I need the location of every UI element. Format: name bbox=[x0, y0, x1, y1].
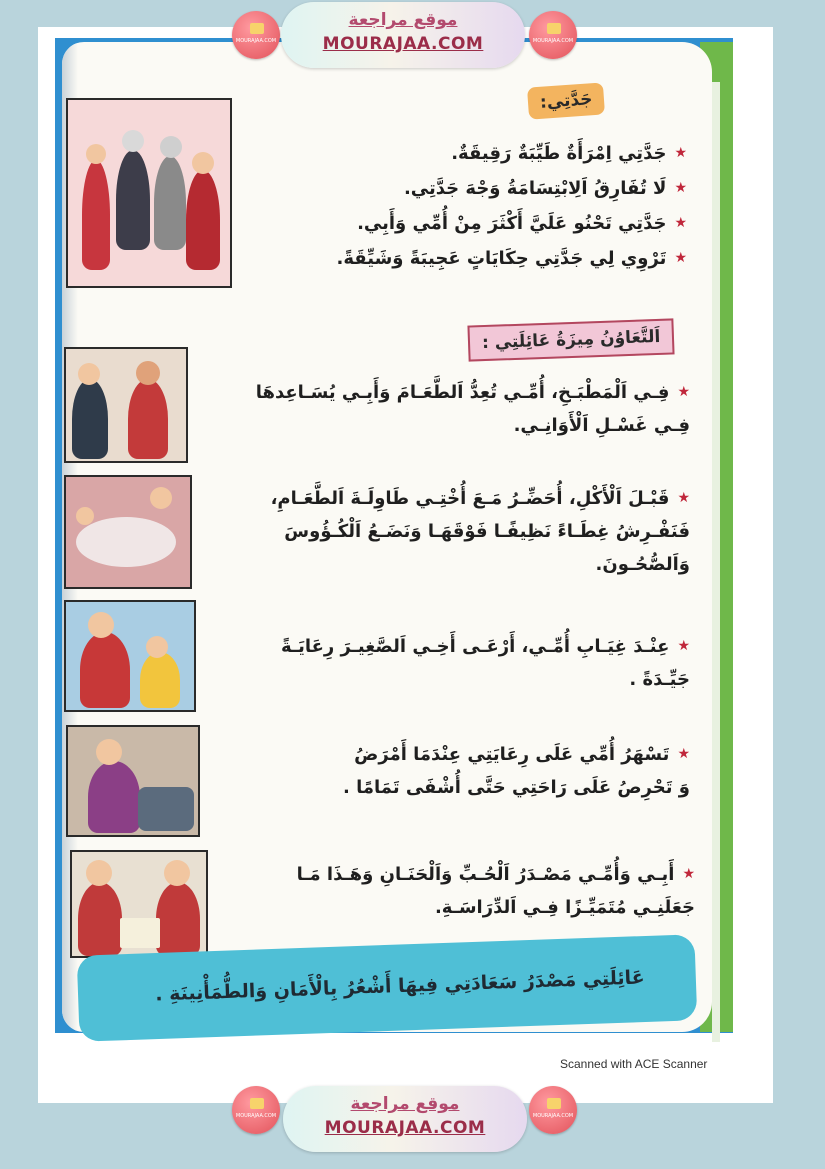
site-arabic-name: موقع مراجعة bbox=[348, 10, 458, 30]
site-domain: MOURAJAA.COM bbox=[324, 1118, 486, 1138]
site-logo-icon: MOURAJAA.COM bbox=[529, 1086, 577, 1134]
family-certificate-illustration bbox=[70, 850, 208, 958]
paragraph-parents bbox=[210, 858, 695, 924]
paragraph-line: جَعَلَنِـي مُتَمَيِّـزًا فِـي اَلدِّرَاسَـةِ. bbox=[434, 897, 695, 918]
paragraph-line: فَنَفْـرِشُ غِطَـاءً نَظِيفًـا فَوْقَهَـا وَنَضَـعُ اَلْكُـؤُوسَ bbox=[284, 521, 690, 542]
list-item: ★لَا تُفَارِقُ اَلِابْتِسَامَةُ وَجْهَ جَدَّتِي. bbox=[403, 178, 687, 199]
list-item: ★جَدَّتِي اِمْرَأَةٌ طَيِّبَةٌ رَقِيقَةٌ. bbox=[451, 143, 687, 164]
star-bullet-icon: ★ bbox=[674, 215, 687, 231]
paragraph-line: وَ تَحْرِصُ عَلَى رَاحَتِي حَتَّى أُشْفَى تَمَامًا . bbox=[342, 777, 690, 798]
star-bullet-icon: ★ bbox=[674, 250, 687, 266]
site-banner-bottom[interactable] bbox=[283, 1086, 527, 1152]
section-title-cooperation: اَلتَّعَاوُنُ مِيزَةُ عَائِلَتِي : bbox=[467, 318, 674, 361]
paragraph-line: جَيِّـدَةً . bbox=[629, 669, 690, 690]
site-logo-icon: MOURAJAA.COM bbox=[232, 1086, 280, 1134]
family-illustration bbox=[66, 98, 232, 288]
paragraph-sick bbox=[200, 738, 690, 804]
kitchen-illustration bbox=[64, 347, 188, 463]
scanner-watermark: Scanned with ACE Scanner bbox=[560, 1057, 708, 1071]
star-bullet-icon: ★ bbox=[674, 180, 687, 196]
site-domain: MOURAJAA.COM bbox=[322, 34, 484, 54]
conclusion-text: عَائِلَتِي مَصْدَرُ سَعَادَتِي فِيهَا أَشْعُرُ بِالْأَمَانِ وَالطُّمَأْنِينَةِ . bbox=[154, 966, 646, 1006]
star-bullet-icon: ★ bbox=[677, 746, 690, 762]
star-bullet-icon: ★ bbox=[677, 638, 690, 654]
dining-table-illustration bbox=[64, 475, 192, 589]
list-item: ★تَرْوِي لِي جَدَّتِي حِكَايَاتٍ عَجِيبَةً وَشَيِّقَةً. bbox=[336, 248, 687, 269]
paragraph-line: ★قَبْـلَ اَلْأَكْلِ، أُحَضِّـرُ مَـعَ أُخْتِـي طَاوِلَـةَ اَلطَّعَـامِ، bbox=[270, 488, 690, 509]
star-bullet-icon: ★ bbox=[682, 866, 695, 882]
book-edge-stripe bbox=[712, 82, 720, 1042]
section-title-grandmother: جَدَّتِي: bbox=[527, 82, 605, 119]
site-banner-top[interactable] bbox=[281, 2, 525, 68]
paragraph-line: ★فِـي اَلْمَطْبَـخِ، أُمِّـي تُعِدُّ اَلطَّعَـامَ وَأَبِـي يُسَـاعِدهَا bbox=[255, 382, 690, 403]
paragraph-table bbox=[200, 482, 690, 581]
list-item: ★جَدَّتِي تَحْنُو عَلَيَّ أَكْثَرَ مِنْ أُمِّي وَأَبِي. bbox=[357, 213, 687, 234]
paragraph-line: ★تَسْهَرُ أُمِّي عَلَى رِعَايَتِي عِنْدَمَا أَمْرَضُ bbox=[354, 744, 690, 765]
grandmother-list bbox=[292, 136, 687, 276]
paragraph-line: وَاَلصُّحُـونَ. bbox=[595, 554, 690, 575]
star-bullet-icon: ★ bbox=[674, 145, 687, 161]
star-bullet-icon: ★ bbox=[677, 490, 690, 506]
paragraph-line: ★عِنْـدَ غِيَـابِ أُمِّـي، أَرْعَـى أَخِـي اَلصَّغِيـرَ رِعَايَـةً bbox=[281, 636, 690, 657]
paragraph-brother bbox=[200, 630, 690, 696]
star-bullet-icon: ★ bbox=[677, 384, 690, 400]
site-logo-icon: MOURAJAA.COM bbox=[529, 11, 577, 59]
paragraph-kitchen bbox=[200, 376, 690, 442]
site-logo-icon: MOURAJAA.COM bbox=[232, 11, 280, 59]
paragraph-line: فِـي غَسْـلِ اَلْأَوَانِـي. bbox=[513, 415, 690, 436]
site-arabic-name: موقع مراجعة bbox=[350, 1094, 460, 1114]
caring-brother-illustration bbox=[64, 600, 196, 712]
paragraph-line: ★أَبِـي وَأُمِّـي مَصْـدَرُ اَلْحُـبِّ وَاَلْحَنَـانِ وَهَـذَا مَـا bbox=[296, 864, 695, 885]
sick-child-illustration bbox=[66, 725, 200, 837]
